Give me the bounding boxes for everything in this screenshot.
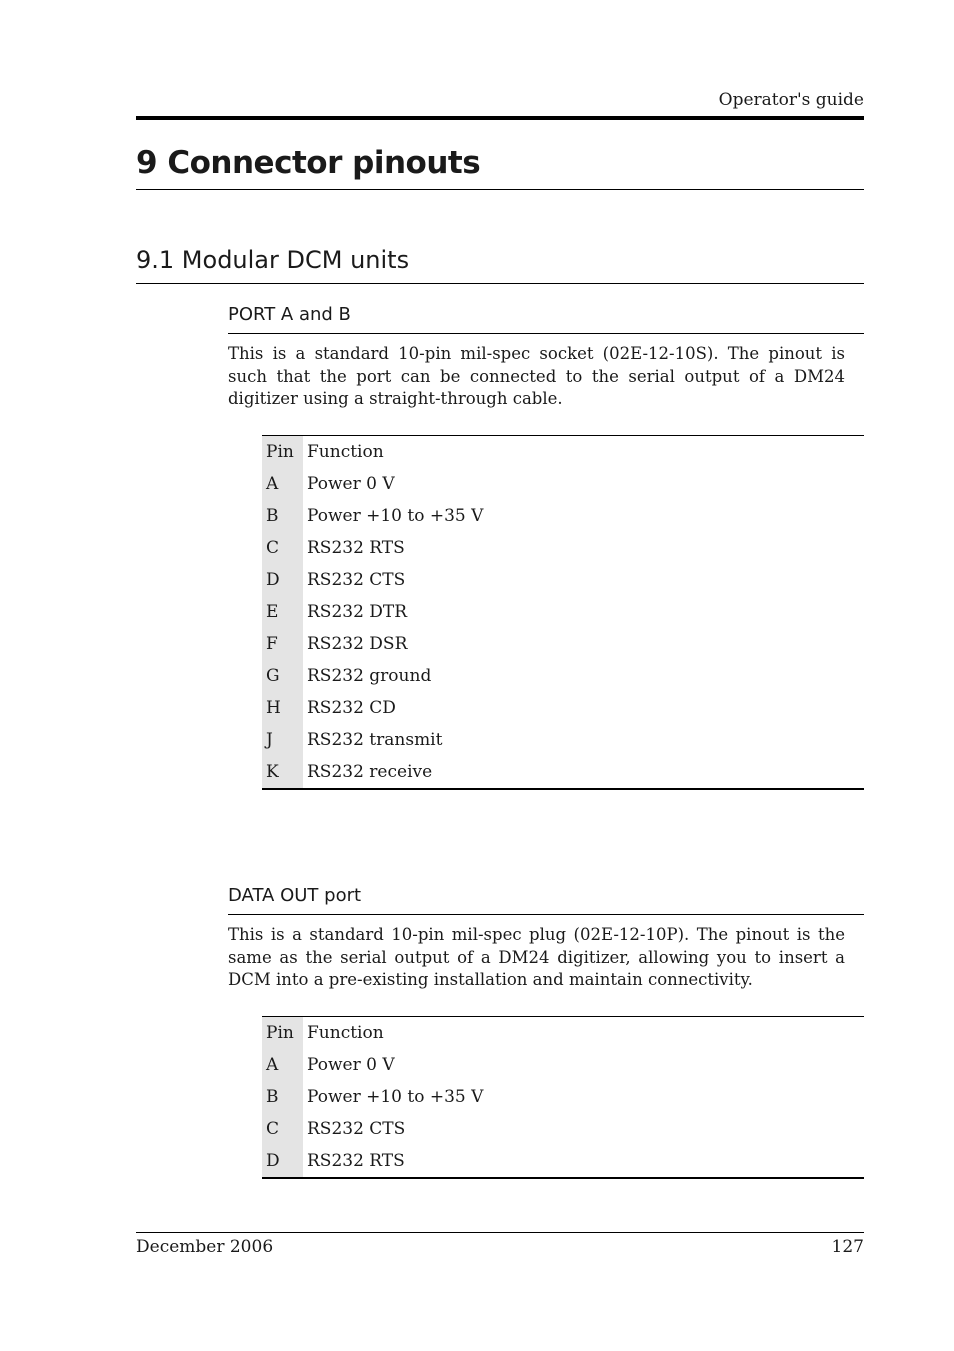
column-header-pin: Pin [262, 436, 303, 469]
port-ab-rule [228, 333, 864, 334]
function-cell: RS232 RTS [307, 538, 405, 558]
table-header-row [262, 1017, 864, 1050]
pin-cell: J [262, 724, 303, 756]
pin-cell: D [262, 1145, 303, 1178]
running-header: Operator's guide [718, 90, 864, 110]
pin-cell: E [262, 596, 303, 628]
pin-cell: F [262, 628, 303, 660]
data-out-title: DATA OUT port [228, 885, 362, 906]
pin-cell: A [262, 1049, 303, 1081]
pin-cell: B [262, 500, 303, 532]
pin-cell: A [262, 468, 303, 500]
table-row [262, 692, 864, 724]
column-header-pin: Pin [262, 1017, 303, 1050]
footer-rule [136, 1232, 864, 1233]
table-row [262, 1049, 864, 1081]
table-row [262, 756, 864, 789]
table-row [262, 564, 864, 596]
table-header-row [262, 436, 864, 469]
pin-cell: K [262, 756, 303, 789]
section-rule [136, 283, 864, 284]
pin-cell: D [262, 564, 303, 596]
table-row [262, 628, 864, 660]
column-header-function: Function [307, 1023, 384, 1043]
function-cell: RS232 CTS [307, 1119, 406, 1139]
pin-cell: H [262, 692, 303, 724]
table-row [262, 468, 864, 500]
function-cell: RS232 RTS [307, 1151, 405, 1171]
port-ab-pin-table [262, 435, 864, 790]
function-cell: RS232 CTS [307, 570, 406, 590]
table-row [262, 500, 864, 532]
table-row [262, 1081, 864, 1113]
chapter-rule [136, 189, 864, 190]
port-ab-title: PORT A and B [228, 304, 351, 325]
function-cell: Power 0 V [307, 474, 395, 494]
function-cell: Power +10 to +35 V [307, 1087, 484, 1107]
section-title: 9.1 Modular DCM units [136, 246, 410, 274]
data-out-rule [228, 914, 864, 915]
table-row [262, 532, 864, 564]
pin-cell: C [262, 532, 303, 564]
table-row [262, 1145, 864, 1178]
pin-cell: B [262, 1081, 303, 1113]
function-cell: RS232 CD [307, 698, 396, 718]
table-row [262, 724, 864, 756]
function-cell: RS232 ground [307, 666, 432, 686]
table-row [262, 1113, 864, 1145]
table-row [262, 596, 864, 628]
function-cell: RS232 transmit [307, 730, 443, 750]
pin-cell: G [262, 660, 303, 692]
pin-cell: C [262, 1113, 303, 1145]
page-number: 127 [831, 1237, 864, 1257]
data-out-pin-table [262, 1016, 864, 1179]
function-cell: Power +10 to +35 V [307, 506, 484, 526]
data-out-paragraph: This is a standard 10-pin mil-spec plug (02E-12-10P). The pinout is the same as the serial output of a DM24 digitizer, allowing you to insert a DCM into a pre-existing installation and maintain connectivity. [228, 925, 845, 989]
port-ab-paragraph: This is a standard 10-pin mil-spec socket (02E-12-10S). The pinout is such that the port can be connected to the serial output of a DM24 digitizer using a straight-through cable. [228, 344, 845, 408]
function-cell: RS232 receive [307, 762, 433, 782]
column-header-function: Function [307, 442, 384, 462]
function-cell: Power 0 V [307, 1055, 395, 1075]
footer-date: December 2006 [136, 1237, 274, 1257]
function-cell: RS232 DTR [307, 602, 408, 622]
chapter-title: 9 Connector pinouts [136, 145, 481, 181]
function-cell: RS232 DSR [307, 634, 408, 654]
table-row [262, 660, 864, 692]
header-rule [136, 116, 864, 120]
